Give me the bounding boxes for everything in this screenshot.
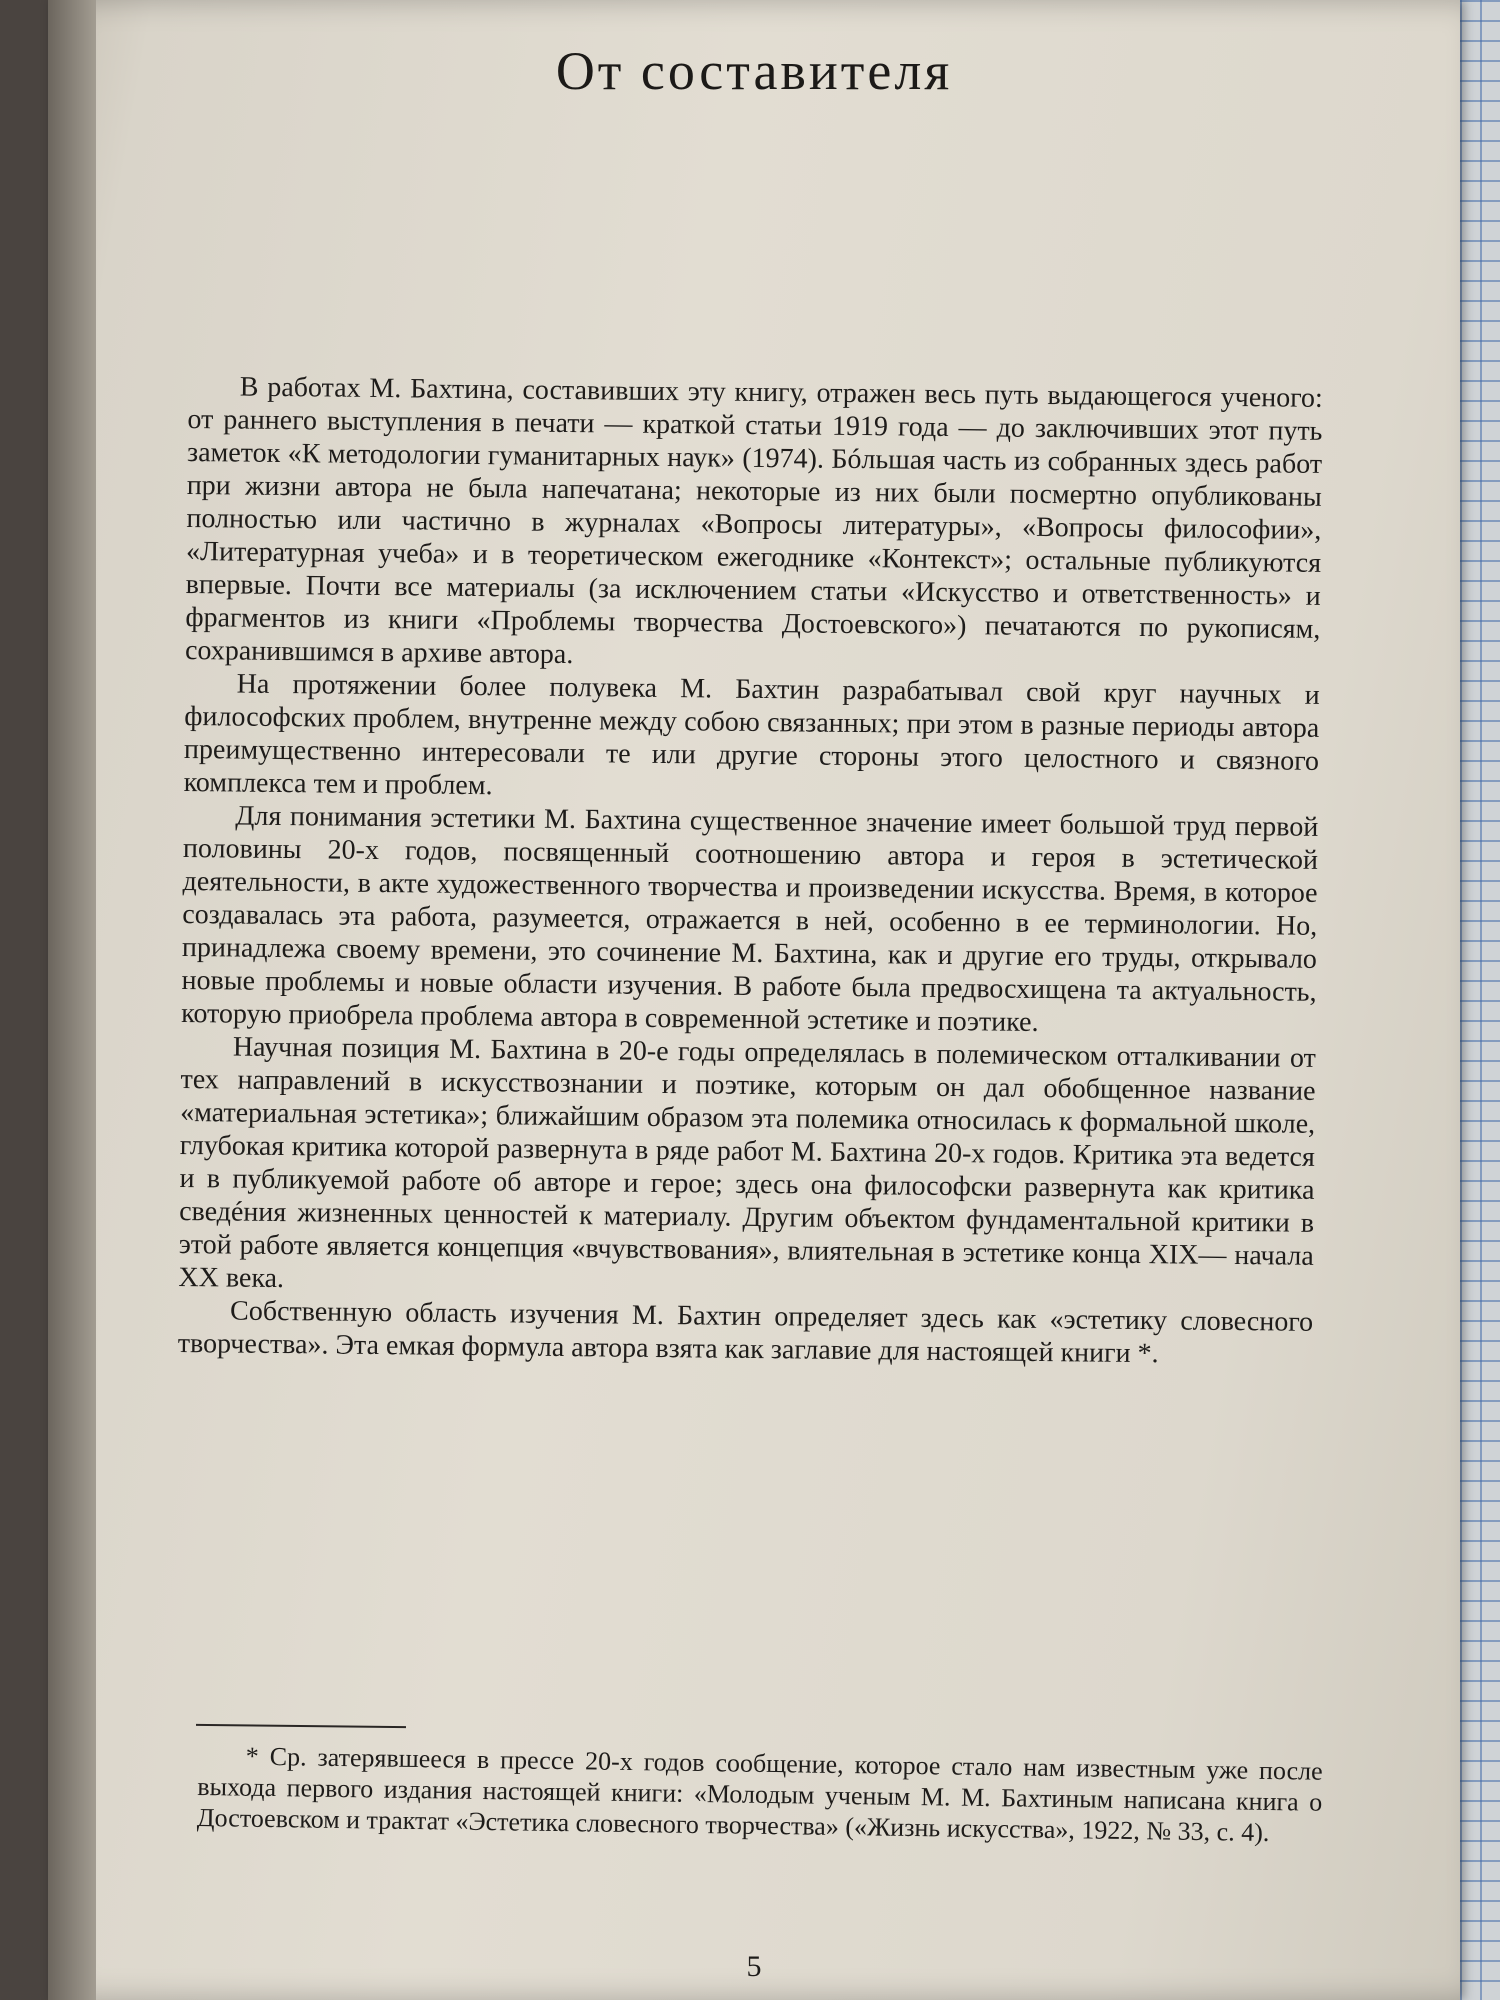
paragraph: На протяжении более полувека М. Бахтин разрабатывал свой круг научных и философских проблем, внутренне между собою связанных; при этом в разные периоды автора преимущественно интересовали те или другие стороны этого целостного и связного комплекса тем и проблем.: [183, 668, 1320, 802]
page-binding-edge: [48, 0, 96, 2000]
book-page: [48, 0, 1460, 2000]
paragraph: В работах М. Бахтина, составивших эту книгу, отражен весь путь выдающегося ученого: от раннего выступления в печати — краткой статьи 1919 года — до заключивших этот путь заметок «К методологии гуманитарных наук» (1974). Бóльшая часть из собранных здесь работ при жизни автора не была напечатана; некоторые из них были посмертно опубликованы полностью или частично в журналах «Вопросы литературы», «Вопросы философии», «Литературная учеба» и в теоретическом ежегоднике «Контекст»; остальные публикуются впервые. Почти все материалы (за исключением статьи «Искусство и ответственность» и фрагментов из книги «Проблемы творчества Достоевского») печатаются по рукописям, сохранившимся в архиве автора.: [184, 371, 1323, 671]
page-title: От составителя: [555, 41, 953, 101]
paragraph: Научная позиция М. Бахтина в 20-е годы определялась в полемическом отталкивании от тех направлений в искусствознании и поэтике, которым он дал обобщенное название «материальная эстетика»; ближайшим образом эта полемика относилась к формальной школе, глубокая критика которой развернута в ряде работ М. Бахтина 20-х годов. Критика эта ведется и в публикуемой работе об авторе и герое; здесь она философски развернута как критика сведéния жизненных ценностей к материалу. Другим объектом фундаментальной критики в этой работе является концепция «вчувствования», влиятельная в эстетике конца XIX— начала XX века.: [178, 1031, 1317, 1295]
body-text: [178, 370, 1323, 1372]
paragraph: Для понимания эстетики М. Бахтина существенное значение имеет большой труд первой половины 20-х годов, посвященный соотношению автора и героя в эстетической деятельности, в акте художественного творчества и произведении искусства. Время, в которое создавалась эта работа, разумеется, отражается в ней, особенно в ее терминологии. Но, принадлежа своему времени, это сочинение М. Бахтина, как и другие его труды, открывало новые проблемы и новые области изучения. В работе была предвосхищена та актуальность, которую приобрела проблема автора в современной эстетике и поэтике.: [181, 800, 1319, 1038]
page-number: 5: [746, 1950, 762, 1983]
footnote-divider: [196, 1724, 406, 1728]
paragraph: Собственную область изучения М. Бахтин определяет здесь как «эстетику словесного творчества». Эта емкая формула автора взята как заглавие для настоящей книги *.: [177, 1295, 1314, 1370]
footnote: * Ср. затерявшееся в прессе 20-х годов сообщение, которое стало нам известным уже после выхода первого издания настоящей книги: «Молодым ученым М. М. Бахтиным написана книга о Достоевском и трактат «Эстетика словесного творчества» («Жизнь искусства», 1922, № 33, с. 4).: [196, 1741, 1323, 1847]
